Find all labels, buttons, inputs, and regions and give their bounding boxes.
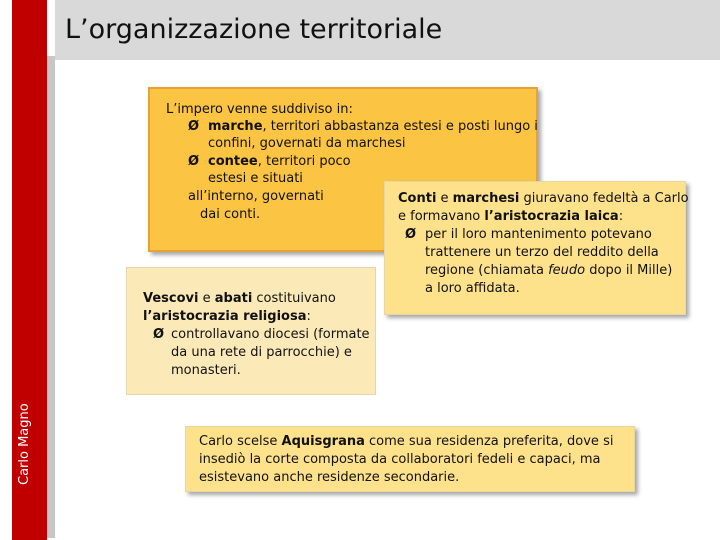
impero-contee-line1: contee, territori poco [208, 154, 351, 169]
vescovi-bullet-line2: da una rete di parrocchie) e [171, 345, 352, 360]
aquisgrana-line1: Carlo scelse Aquisgrana come sua residenza preferita, dove si [199, 434, 614, 449]
conti-line2: e formavano l’aristocrazia laica: [398, 209, 624, 224]
impero-marche-line2: confini, governati da marchesi [208, 136, 406, 151]
sidebar-divider [47, 56, 55, 538]
aquisgrana-line3: esistevano anche residenze secondarie. [199, 470, 460, 485]
aquisgrana-line2: insediò la corte composta da collaboratori fedeli e capaci, ma [199, 452, 601, 467]
conti-bullet-line4: a loro affidata. [425, 281, 520, 296]
box-vescovi [126, 267, 376, 395]
vescovi-line2: l’aristocrazia religiosa: [143, 309, 311, 324]
box-aquisgrana [185, 426, 635, 492]
conti-line1: Conti e marchesi giuravano fedeltà a Carlo [398, 191, 689, 206]
arrow-right-bullet-icon: Ø [188, 119, 200, 134]
box-conti [384, 181, 689, 315]
arrow-right-bullet-icon: Ø [188, 154, 200, 169]
impero-contee-line4: dai conti. [200, 207, 261, 222]
impero-contee-line3: all’interno, governati [188, 189, 324, 204]
sidebar-label: Carlo Magno [17, 403, 32, 485]
arrow-right-bullet-icon: Ø [153, 327, 165, 342]
arrow-right-bullet-icon: Ø [405, 227, 417, 242]
impero-marche-line1: marche, territori abbastanza estesi e posti lungo i [208, 119, 538, 134]
conti-bullet-line2: trattenere un terzo del reddito della [425, 245, 659, 260]
conti-bullet-line1: per il loro mantenimento potevano [425, 227, 652, 242]
vescovi-bullet-line1: controllavano diocesi (formate [171, 327, 370, 342]
vescovi-line1: Vescovi e abati costituivano [143, 291, 336, 306]
page-title: L’organizzazione territoriale [65, 14, 443, 45]
impero-intro: L’impero venne suddiviso in: [166, 102, 353, 117]
vescovi-bullet-line3: monasteri. [171, 363, 241, 378]
conti-bullet-line3: regione (chiamata feudo dopo il Mille) [425, 263, 673, 278]
impero-contee-line2: estesi e situati [208, 171, 303, 186]
